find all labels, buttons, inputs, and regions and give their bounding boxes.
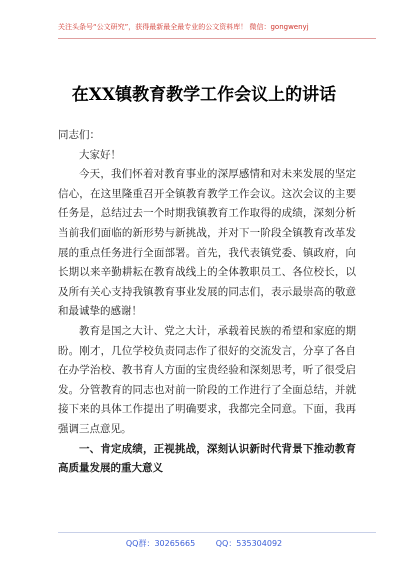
greeting: 大家好！ [79,148,121,161]
salutation: 同志们： [58,129,100,141]
body-paragraph-2: 教育是国之大计、党之大计，承载着民族的希望和家庭的期盼。刚才，几位学校负责同志作了很好的交流发言，分享了各自在办学治校、教书育人方面的宝贵经验和深刻思考，听了很受启发。分管教育的同志也对前一阶段的工作进行了全面总结，并就接下来的具体工作提出了明确要求，我都完全同意。下面，我再强调三点意见。 [58,324,356,435]
footer-qq-group: QQ群：30265665 [125,539,196,548]
header-divider [58,38,376,39]
footer-divider [58,532,376,533]
header-notice: 关注头条号“公文研究”，获得最新最全最专业的公文资料库！ 微信：gongwenyj [58,23,309,31]
body-paragraph-1: 今天，我们怀着对教育事业的深厚感情和对未来发展的坚定信心，在这里隆重召开全镇教育教学工作会议。这次会议的主要任务是，总结过去一个时期我镇教育工作取得的成绩，深刻分析当前我们面临的新形势与新挑战，并对下一阶段全镇教育改革发展的重点任务进行全面部署。首先，我代表镇党委、镇政府，向长期以来辛勤耕耘在教育战线上的全体教职员工、各位校长，以及所有关心支持我镇教育事业发展的同志们，表示最崇高的敬意和最诚挚的感谢！ [58,168,356,318]
footer-contact [0,538,408,549]
section-heading-1: 一、肯定成绩，正视挑战，深刻认识新时代背景下推动教育高质量发展的重大意义 [58,442,356,475]
footer-qq: QQ：535304092 [215,539,283,548]
document-body [58,126,356,479]
document-title: 在XX镇教育教学工作会议上的讲话 [71,85,337,105]
